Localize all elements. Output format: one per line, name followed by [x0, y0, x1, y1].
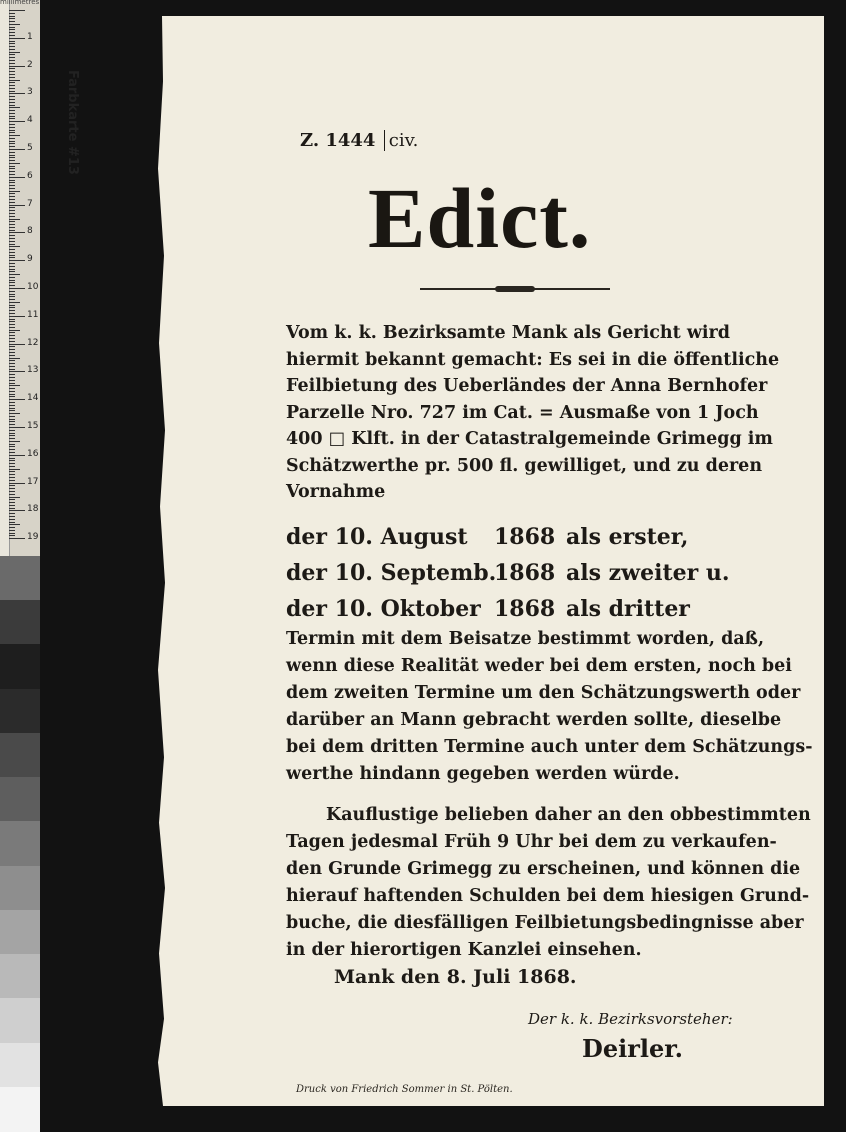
ruler-tick — [9, 535, 15, 536]
ruler-tick — [9, 355, 15, 356]
terms-line: bei dem dritten Termine auch unter dem Schätzungs- — [286, 737, 813, 757]
reference-number — [300, 130, 418, 151]
ruler-tick — [9, 82, 15, 83]
color-chart-strip — [0, 0, 80, 1131]
ruler-tick — [9, 152, 15, 153]
ruler-tick — [9, 252, 15, 253]
printer-imprint: Druck von Friedrich Sommer in St. Pölten. — [296, 1084, 513, 1095]
ruler-tick — [9, 116, 15, 117]
ruler-tick — [9, 349, 15, 350]
ruler-number: 18 — [27, 504, 39, 515]
ruler-tick — [9, 335, 15, 336]
gray-patch — [0, 821, 40, 866]
ruler-tick — [9, 16, 15, 17]
terms-line: werthe hindann gegeben werden würde. — [286, 764, 680, 784]
ruler-tick — [9, 71, 15, 72]
ruler-tick — [9, 358, 20, 359]
ruler-tick — [9, 163, 20, 164]
ruler-tick — [9, 310, 15, 311]
ruler-tick — [9, 324, 15, 325]
ruler-tick — [9, 438, 15, 439]
ruler-tick — [9, 352, 15, 353]
ruler-tick — [9, 232, 25, 233]
ruler-tick — [9, 274, 20, 275]
ruler-tick — [9, 299, 15, 300]
ruler-tick — [9, 60, 15, 61]
ruler-tick — [9, 383, 15, 384]
ruler-tick — [9, 180, 15, 181]
ruler-number: 19 — [27, 532, 39, 543]
ruler-tick — [9, 66, 25, 67]
ruler-tick — [9, 294, 15, 295]
ruler-tick — [9, 380, 15, 381]
ruler-tick — [9, 221, 15, 222]
ruler-tick — [9, 427, 25, 428]
intro-line: Vornahme — [286, 482, 386, 502]
ruler-tick — [9, 257, 15, 258]
ruler-tick — [9, 483, 25, 484]
ruler-tick — [9, 402, 15, 403]
ruler-tick — [9, 388, 15, 389]
buyers-line: in der hierortigen Kanzlei einsehen. — [286, 940, 642, 960]
ruler-tick — [9, 118, 15, 119]
ruler-tick — [9, 419, 15, 420]
ruler-tick — [9, 10, 25, 11]
ruler-tick — [9, 435, 15, 436]
ruler-tick — [9, 110, 15, 111]
ruler-tick — [9, 135, 20, 136]
ruler-tick — [9, 38, 25, 39]
ruler-tick — [9, 377, 15, 378]
ruler-tick — [9, 499, 15, 500]
gray-patch — [0, 954, 40, 999]
ruler-tick — [9, 374, 15, 375]
ruler-tick — [9, 124, 15, 125]
ruler-tick — [9, 363, 15, 364]
ruler-tick — [9, 130, 15, 131]
ruler-number: 8 — [27, 226, 33, 237]
gray-patch — [0, 1043, 40, 1088]
ruler-tick — [9, 49, 15, 50]
ruler-unit-label: millimetres — [0, 0, 40, 6]
ruler-tick — [9, 288, 25, 289]
ruler-tick — [9, 241, 15, 242]
auction-day: der 10. Oktober — [286, 596, 481, 622]
ruler-tick — [9, 319, 15, 320]
intro-line: Vom k. k. Bezirksamte Mank als Gericht wird — [286, 323, 731, 343]
ruler-tick — [9, 77, 15, 78]
ruler-tick — [9, 271, 15, 272]
ruler-number: 12 — [27, 337, 39, 348]
ruler-tick — [9, 463, 15, 464]
ruler-tick — [9, 369, 15, 370]
ruler-number: 13 — [27, 365, 39, 376]
ruler-number: 17 — [27, 476, 39, 487]
ruler-tick — [9, 344, 25, 345]
gray-patch — [0, 866, 40, 911]
intro-line: Parzelle Nro. 727 im Cat. = Ausmaße von 1 Joch — [286, 402, 759, 423]
ruler-tick — [9, 405, 15, 406]
ruler-number: 1 — [27, 31, 33, 42]
ruler-tick — [9, 421, 15, 422]
gray-patch — [0, 644, 40, 689]
ruler-tick — [9, 246, 20, 247]
ruler-tick — [9, 497, 20, 498]
ruler-tick — [9, 141, 15, 142]
ruler-tick — [9, 244, 15, 245]
ruler-tick — [9, 54, 15, 55]
ruler-tick — [9, 524, 20, 525]
ruler-tick — [9, 249, 15, 250]
ruler-tick — [9, 29, 15, 30]
ruler-tick — [9, 230, 15, 231]
ruler-tick — [9, 330, 20, 331]
ruler-tick — [9, 213, 15, 214]
auction-day: der 10. Septemb. — [286, 560, 497, 586]
ruler-tick — [9, 477, 15, 478]
ruler-tick — [9, 441, 20, 442]
ruler-tick — [9, 430, 15, 431]
ruler-tick — [9, 360, 15, 361]
auction-date-row — [286, 591, 738, 627]
ruler-tick — [9, 168, 15, 169]
ruler-number: 2 — [27, 59, 33, 70]
reference-number-value: Z. 1444 — [300, 130, 376, 151]
ruler-tick — [9, 41, 15, 42]
ruler-tick — [9, 296, 15, 297]
ruler-number: 4 — [27, 115, 33, 126]
ruler-tick — [9, 13, 15, 14]
ruler-tick — [9, 302, 20, 303]
ruler-tick — [9, 522, 15, 523]
ruler-tick — [9, 471, 15, 472]
ruler-tick — [9, 166, 15, 167]
auction-year: 1868 — [494, 560, 556, 586]
ruler-tick — [9, 160, 15, 161]
ruler-tick — [9, 410, 15, 411]
ruler-number: 11 — [27, 309, 39, 320]
ruler-tick — [9, 460, 15, 461]
terms-line: dem zweiten Termine um den Schätzungswerth oder — [286, 683, 801, 703]
ruler-tick — [9, 227, 15, 228]
ruler-tick — [9, 171, 15, 172]
ruler-tick — [9, 32, 15, 33]
ruler-tick — [9, 413, 20, 414]
ruler-tick — [9, 24, 20, 25]
terms-line: wenn diese Realität weder bei dem ersten, noch bei — [286, 656, 792, 676]
ruler-tick — [9, 205, 25, 206]
ruler-tick — [9, 491, 15, 492]
gray-patch — [0, 600, 40, 645]
auction-year: 1868 — [494, 596, 556, 622]
ruler-tick — [9, 396, 15, 397]
auction-order: als zweiter u. — [566, 560, 730, 586]
ruler-tick — [9, 216, 15, 217]
intro-line: Schätzwerthe pr. 500 fl. gewilliget, und zu deren — [286, 455, 763, 476]
ruler-tick — [9, 371, 25, 372]
ruler-tick — [9, 224, 15, 225]
ruler-tick — [9, 277, 15, 278]
buyers-line: Tagen jedesmal Früh 9 Uhr bei dem zu verkaufen- — [286, 832, 777, 852]
ruler-tick — [9, 399, 25, 400]
title-rule-ornament — [495, 286, 535, 292]
ruler-tick — [9, 433, 15, 434]
gray-patch — [0, 733, 40, 778]
ruler-tick — [9, 449, 15, 450]
ruler-tick — [9, 408, 15, 409]
ruler-tick — [9, 519, 15, 520]
ruler-tick — [9, 444, 15, 445]
ruler-tick — [9, 533, 15, 534]
ruler-tick — [9, 113, 15, 114]
ruler-tick — [9, 63, 15, 64]
ruler-tick — [9, 485, 15, 486]
ruler-tick — [9, 488, 15, 489]
ruler-tick — [9, 210, 15, 211]
ruler-tick — [9, 188, 15, 189]
ruler-number: 14 — [27, 393, 39, 404]
ruler-tick — [9, 446, 15, 447]
terms-line: darüber an Mann gebracht werden sollte, dieselbe — [286, 710, 782, 730]
ruler-tick — [9, 510, 25, 511]
ruler-tick — [9, 91, 15, 92]
ruler-tick — [9, 146, 15, 147]
ruler-tick — [9, 313, 15, 314]
ruler-tick — [9, 207, 15, 208]
ruler-tick — [9, 416, 15, 417]
intro-line: hiermit bekannt gemacht: Es sei in die öffentliche — [286, 349, 780, 370]
ruler-tick — [9, 157, 15, 158]
ruler-tick — [9, 513, 15, 514]
ruler-tick — [9, 266, 15, 267]
auction-date-row — [286, 555, 738, 591]
intro-paragraph — [286, 320, 780, 506]
ruler-number: 7 — [27, 198, 33, 209]
ruler-tick — [9, 307, 15, 308]
ruler-tick — [9, 474, 15, 475]
gray-patch — [0, 910, 40, 955]
auction-order: als dritter — [566, 596, 690, 622]
gray-patch — [0, 998, 40, 1043]
ruler-number: 16 — [27, 448, 39, 459]
ruler-tick — [9, 182, 15, 183]
terms-paragraph — [286, 626, 813, 788]
ruler-tick — [9, 21, 15, 22]
ruler-tick — [9, 508, 15, 509]
ruler-tick — [9, 18, 15, 19]
signer-role: Der k. k. Bezirksvorsteher: — [528, 1010, 733, 1028]
ruler-tick — [9, 93, 25, 94]
ruler-tick — [9, 74, 15, 75]
ruler-tick — [9, 196, 15, 197]
ruler-tick — [9, 96, 15, 97]
ruler-tick — [9, 235, 15, 236]
buyers-line: buche, die diesfälligen Feilbietungsbedingnisse aber — [286, 913, 804, 933]
ruler-tick — [9, 260, 25, 261]
auction-year: 1868 — [494, 524, 556, 550]
ruler-tick — [9, 143, 15, 144]
ruler-tick — [9, 174, 15, 175]
ruler-tick — [9, 452, 15, 453]
ruler-tick — [9, 193, 15, 194]
auction-date-row — [286, 519, 738, 555]
ruler-tick — [9, 282, 15, 283]
ruler-tick — [9, 27, 15, 28]
ruler-tick — [9, 68, 15, 69]
terms-line: Termin mit dem Beisatze bestimmt worden, daß, — [286, 629, 765, 649]
ruler-number: 9 — [27, 254, 33, 265]
ruler-tick — [9, 530, 15, 531]
ruler-tick — [9, 516, 15, 517]
ruler-tick — [9, 107, 20, 108]
ruler-tick — [9, 88, 15, 89]
ruler-tick — [9, 469, 20, 470]
ruler-tick — [9, 424, 15, 425]
ruler-tick — [9, 327, 15, 328]
ruler-tick — [9, 321, 15, 322]
ruler-tick — [9, 185, 15, 186]
ruler-tick — [9, 85, 15, 86]
ruler-tick — [9, 338, 15, 339]
document-title: Edict. — [368, 170, 592, 266]
intro-line: Feilbietung des Ueberländes der Anna Bernhofer — [286, 376, 768, 396]
ruler-tick — [9, 455, 25, 456]
auction-dates — [286, 519, 738, 627]
color-chart-label: Farbkarte #13 — [65, 70, 80, 175]
ruler-tick — [9, 57, 15, 58]
buyers-line: den Grunde Grimegg zu erscheinen, und können die — [286, 859, 801, 879]
ruler-tick — [9, 502, 15, 503]
ruler-tick — [9, 466, 15, 467]
ruler-number: 5 — [27, 143, 33, 153]
ruler-tick — [9, 394, 15, 395]
ruler-tick — [9, 494, 15, 495]
ruler-number: 3 — [27, 87, 33, 98]
mm-ruler — [0, 0, 80, 556]
ruler-tick — [9, 43, 15, 44]
ruler-tick — [9, 202, 15, 203]
ruler-tick — [9, 285, 15, 286]
ruler-tick — [9, 458, 15, 459]
ruler-number: 15 — [27, 421, 39, 431]
ruler-tick — [9, 385, 20, 386]
ruler-tick — [9, 35, 15, 36]
ruler-tick — [9, 177, 25, 178]
ruler-tick — [9, 255, 15, 256]
intro-line: 400 □ Klft. in der Catastralgemeinde Grimegg im — [286, 429, 773, 449]
ruler-tick — [9, 99, 15, 100]
ruler-tick — [9, 105, 15, 106]
place-date: Mank den 8. Juli 1868. — [334, 966, 577, 988]
ruler-tick — [9, 527, 15, 528]
ruler-tick — [9, 138, 15, 139]
buyers-paragraph — [286, 802, 811, 964]
ruler-tick — [9, 305, 15, 306]
ruler-tick — [9, 480, 15, 481]
ruler-tick — [9, 219, 20, 220]
reference-suffix: civ. — [384, 130, 419, 151]
ruler-tick — [9, 238, 15, 239]
ruler-tick — [9, 52, 20, 53]
ruler-tick — [9, 291, 15, 292]
ruler-tick — [9, 391, 15, 392]
ruler-tick — [9, 102, 15, 103]
ruler-tick — [9, 269, 15, 270]
ruler-tick — [9, 121, 25, 122]
ruler-tick — [9, 280, 15, 281]
ruler-tick — [9, 155, 15, 156]
gray-patch — [0, 689, 40, 734]
ruler-tick — [9, 316, 25, 317]
signer-name: Deirler. — [582, 1034, 684, 1063]
ruler-tick — [9, 80, 20, 81]
gray-patch — [0, 556, 40, 601]
buyers-line: hierauf haftenden Schulden bei dem hiesigen Grund- — [286, 886, 810, 906]
ruler-tick — [9, 366, 15, 367]
ruler-number: 10 — [27, 282, 39, 292]
ruler-tick — [9, 127, 15, 128]
ruler-tick — [9, 132, 15, 133]
ruler-tick — [9, 341, 15, 342]
ruler-tick — [9, 332, 15, 333]
ruler-tick — [9, 538, 25, 539]
ruler-tick — [9, 149, 25, 150]
ruler-number: 6 — [27, 170, 33, 181]
gray-patch — [0, 1087, 40, 1132]
ruler-tick — [9, 505, 15, 506]
ruler-tick — [9, 46, 15, 47]
auction-day: der 10. August — [286, 524, 468, 550]
ruler-tick — [9, 346, 15, 347]
ruler-tick — [9, 199, 15, 200]
ruler-scale-band — [0, 0, 10, 556]
ruler-tick — [9, 191, 20, 192]
ruler-tick — [9, 263, 15, 264]
auction-order: als erster, — [566, 524, 689, 550]
buyers-line: Kauflustige belieben daher an den obbestimmten — [326, 805, 811, 825]
gray-patch — [0, 777, 40, 822]
